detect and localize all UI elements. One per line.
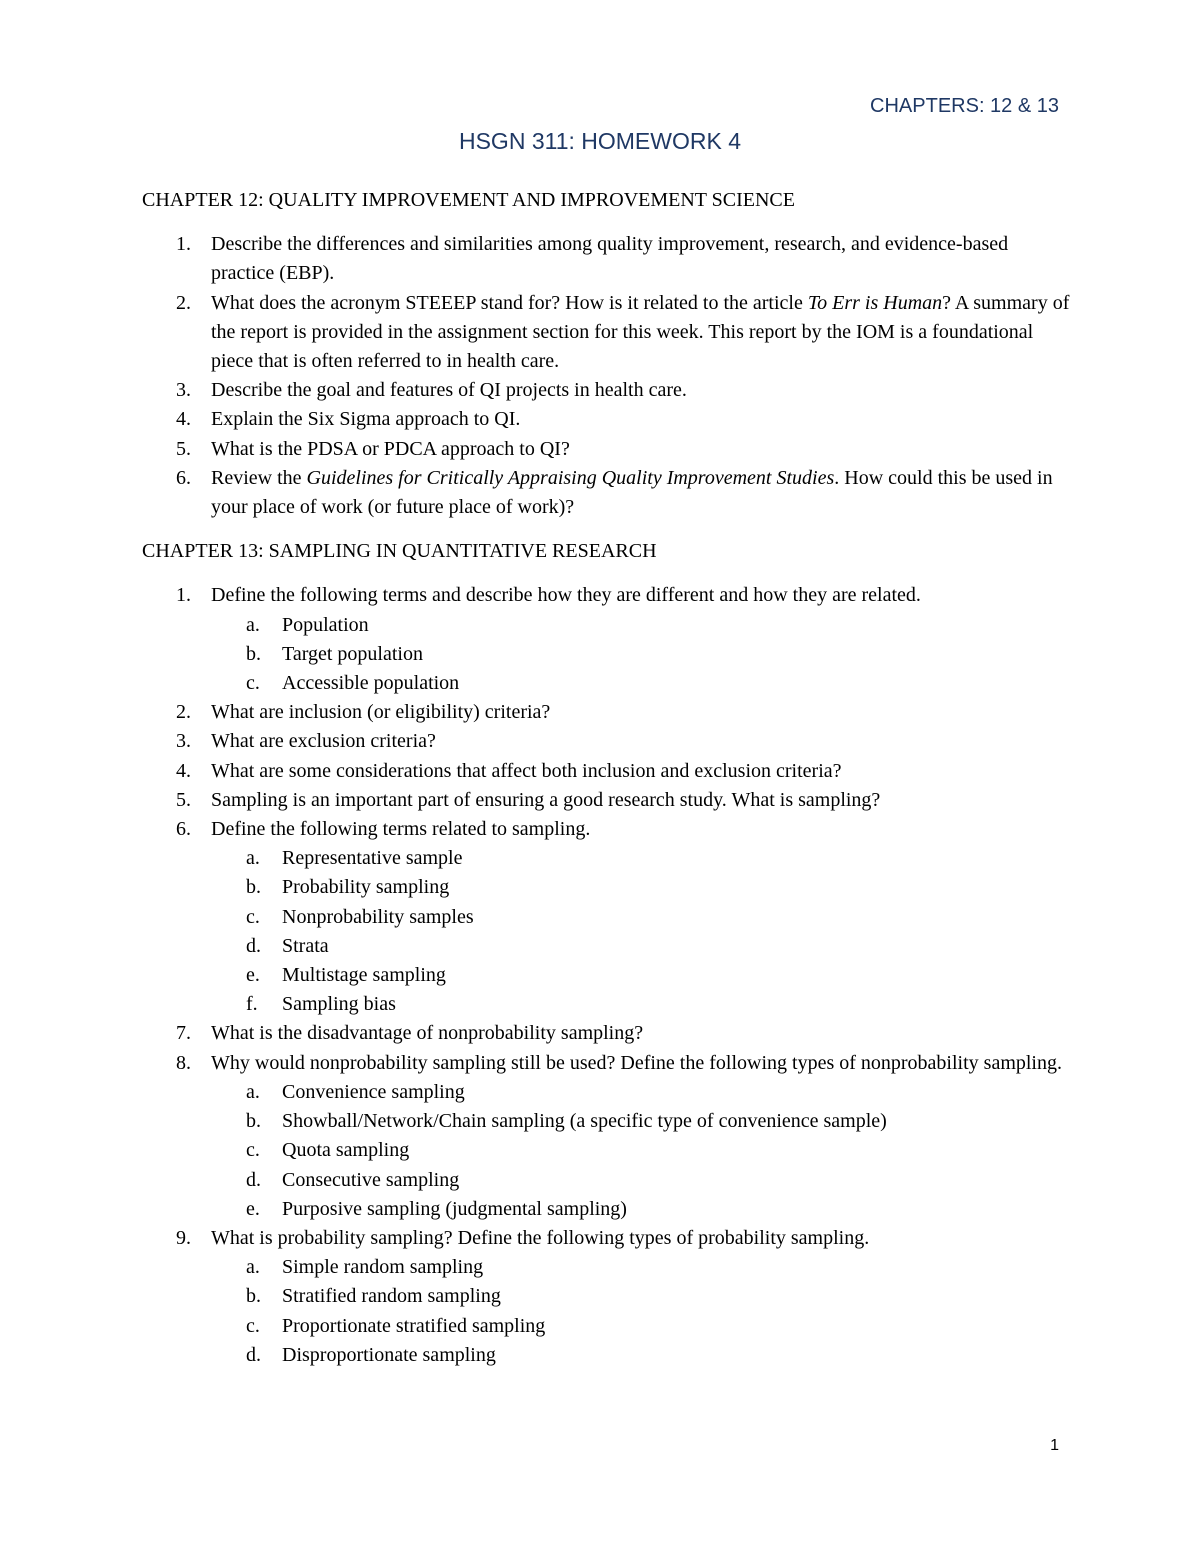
sub-item (212, 1282, 1072, 1311)
chapters-label: CHAPTERS: 12 & 13 (870, 95, 1059, 117)
sub-item-text: Quota sampling (282, 1139, 410, 1162)
sub-item-list (212, 1078, 1072, 1224)
sub-item (212, 961, 1072, 990)
sub-list-container (142, 1078, 1072, 1224)
article-title: To Err is Human (807, 291, 943, 314)
sub-list-container (142, 844, 1072, 1019)
sub-item-letter: c. (246, 1314, 260, 1337)
sub-item (212, 1253, 1072, 1282)
question-text: Define the following terms related to sampling. (211, 818, 591, 841)
question-number: 4. (176, 759, 191, 782)
sub-item (212, 844, 1072, 873)
question-text: Why would nonprobability sampling still be used? Define the following types of nonprobability sampling. (211, 1051, 1062, 1074)
sub-item-text: Simple random sampling (282, 1256, 484, 1279)
question-text: Describe the differences and similarities among quality improvement, research, and evidence-based practice (EBP). (211, 233, 1009, 285)
question-text: What are inclusion (or eligibility) criteria? (211, 701, 551, 724)
question-text: Describe the goal and features of QI projects in health care. (211, 379, 687, 402)
sub-item-text: Proportionate stratified sampling (282, 1314, 546, 1337)
question-number: 8. (176, 1051, 191, 1074)
sub-item-letter: d. (246, 1343, 261, 1366)
sub-item (212, 1166, 1072, 1195)
sub-item (212, 669, 1072, 698)
sub-item-letter: d. (246, 934, 261, 957)
sub-item (212, 873, 1072, 902)
sub-item-text: Showball/Network/Chain sampling (a specific type of convenience sample) (282, 1110, 887, 1133)
sub-item (212, 1107, 1072, 1136)
sub-item (212, 640, 1072, 669)
sub-item (212, 611, 1072, 640)
question-number: 3. (176, 730, 191, 753)
sub-item-text: Nonprobability samples (282, 905, 474, 928)
sub-item-list (212, 1253, 1072, 1370)
page-title: HSGN 311: HOMEWORK 4 (458, 128, 742, 154)
sub-item-text: Population (282, 613, 369, 636)
sub-item-letter: e. (246, 1197, 260, 1220)
sub-item-text: Target population (282, 642, 423, 665)
sub-item (212, 1078, 1072, 1107)
question-number: 9. (176, 1226, 191, 1249)
sub-item (212, 1341, 1072, 1370)
sub-item (212, 1312, 1072, 1341)
question-number: 2. (176, 701, 191, 724)
sub-item-letter: f. (246, 993, 258, 1016)
question-item (142, 1019, 1072, 1048)
question-number: 4. (176, 408, 191, 431)
page-number: 1 (1050, 1437, 1059, 1454)
question-item (142, 815, 1072, 844)
question-item (142, 786, 1072, 815)
question-text-pre: What does the acronym STEEEP stand for? How is it related to the article (211, 291, 808, 314)
chapter-12-heading: CHAPTER 12: QUALITY IMPROVEMENT AND IMPROVEMENT SCIENCE (142, 189, 795, 211)
question-item (142, 1049, 1072, 1078)
sub-item (212, 990, 1072, 1019)
question-item (142, 230, 1072, 288)
question-number: 6. (176, 818, 191, 841)
question-number: 5. (176, 788, 191, 811)
sub-item-letter: a. (246, 1256, 260, 1279)
question-item (142, 757, 1072, 786)
question-text: Sampling is an important part of ensuring a good research study. What is sampling? (211, 788, 881, 811)
sub-item-letter: e. (246, 964, 260, 987)
question-text-pre: Review the (211, 466, 307, 489)
sub-list-container (142, 1253, 1072, 1370)
question-text: Define the following terms and describe how they are different and how they are related. (211, 584, 921, 607)
sub-item-text: Purposive sampling (judgmental sampling) (282, 1197, 627, 1220)
sub-item-letter: c. (246, 1139, 260, 1162)
sub-item-letter: b. (246, 642, 261, 665)
sub-item-list (212, 611, 1072, 699)
sub-item-text: Stratified random sampling (282, 1285, 501, 1308)
sub-item-text: Convenience sampling (282, 1080, 465, 1103)
sub-item-letter: a. (246, 847, 260, 870)
guidelines-title: Guidelines for Critically Appraising Quality Improvement Studies (306, 466, 835, 489)
sub-item (212, 903, 1072, 932)
sub-item-letter: b. (246, 1110, 261, 1133)
question-text: What are exclusion criteria? (211, 730, 436, 753)
sub-item-text: Strata (282, 934, 329, 957)
question-text: What is the disadvantage of nonprobability sampling? (211, 1022, 644, 1045)
question-number: 1. (176, 584, 191, 607)
question-number: 6. (176, 466, 191, 489)
sub-item-list (212, 844, 1072, 1019)
question-item (142, 435, 1072, 464)
sub-item-letter: a. (246, 613, 260, 636)
question-item (142, 727, 1072, 756)
question-item (142, 581, 1072, 610)
question-text: Explain the Six Sigma approach to QI. (211, 408, 521, 431)
chapter-13-heading: CHAPTER 13: SAMPLING IN QUANTITATIVE RESEARCH (142, 540, 657, 563)
question-text: What are some considerations that affect both inclusion and exclusion criteria? (211, 759, 842, 782)
sub-item-letter: c. (246, 905, 260, 928)
sub-item-text: Accessible population (282, 672, 460, 695)
question-number: 1. (176, 233, 191, 256)
sub-item-letter: a. (246, 1080, 260, 1103)
sub-item-text: Multistage sampling (282, 964, 446, 987)
sub-item-text: Probability sampling (282, 876, 450, 899)
sub-item-letter: c. (246, 672, 260, 695)
question-text-post: ? A summary of the report is provided in the assignment section for this week. This report by the IOM is a foundational piece that is often referred to in health care. (211, 291, 1070, 373)
sub-item (212, 932, 1072, 961)
question-item (142, 464, 1072, 522)
question-item (142, 376, 1072, 405)
sub-item-text: Sampling bias (282, 993, 396, 1016)
question-item (142, 405, 1072, 434)
sub-item-text: Consecutive sampling (282, 1168, 460, 1191)
chapter-13-question-list (142, 581, 1072, 1369)
chapter-12-question-list (142, 230, 1072, 522)
question-text: What is the PDSA or PDCA approach to QI? (211, 437, 570, 460)
question-number: 3. (176, 379, 191, 402)
question-number: 2. (176, 291, 191, 314)
sub-item-text: Representative sample (282, 847, 463, 870)
question-item (142, 1224, 1072, 1253)
question-number: 7. (176, 1022, 191, 1045)
question-item (142, 698, 1072, 727)
sub-item-letter: d. (246, 1168, 261, 1191)
question-number: 5. (176, 437, 191, 460)
sub-item (212, 1195, 1072, 1224)
sub-item (212, 1136, 1072, 1165)
question-text: What is probability sampling? Define the following types of probability sampling. (211, 1226, 870, 1249)
sub-item-letter: b. (246, 1285, 261, 1308)
document-body (142, 186, 1072, 1385)
sub-item-text: Disproportionate sampling (282, 1343, 496, 1366)
question-item (142, 289, 1072, 377)
question-text-post: . How could this be used in your place of work (or future place of work)? (211, 466, 1053, 519)
sub-list-container (142, 611, 1072, 699)
sub-item-letter: b. (246, 876, 261, 899)
